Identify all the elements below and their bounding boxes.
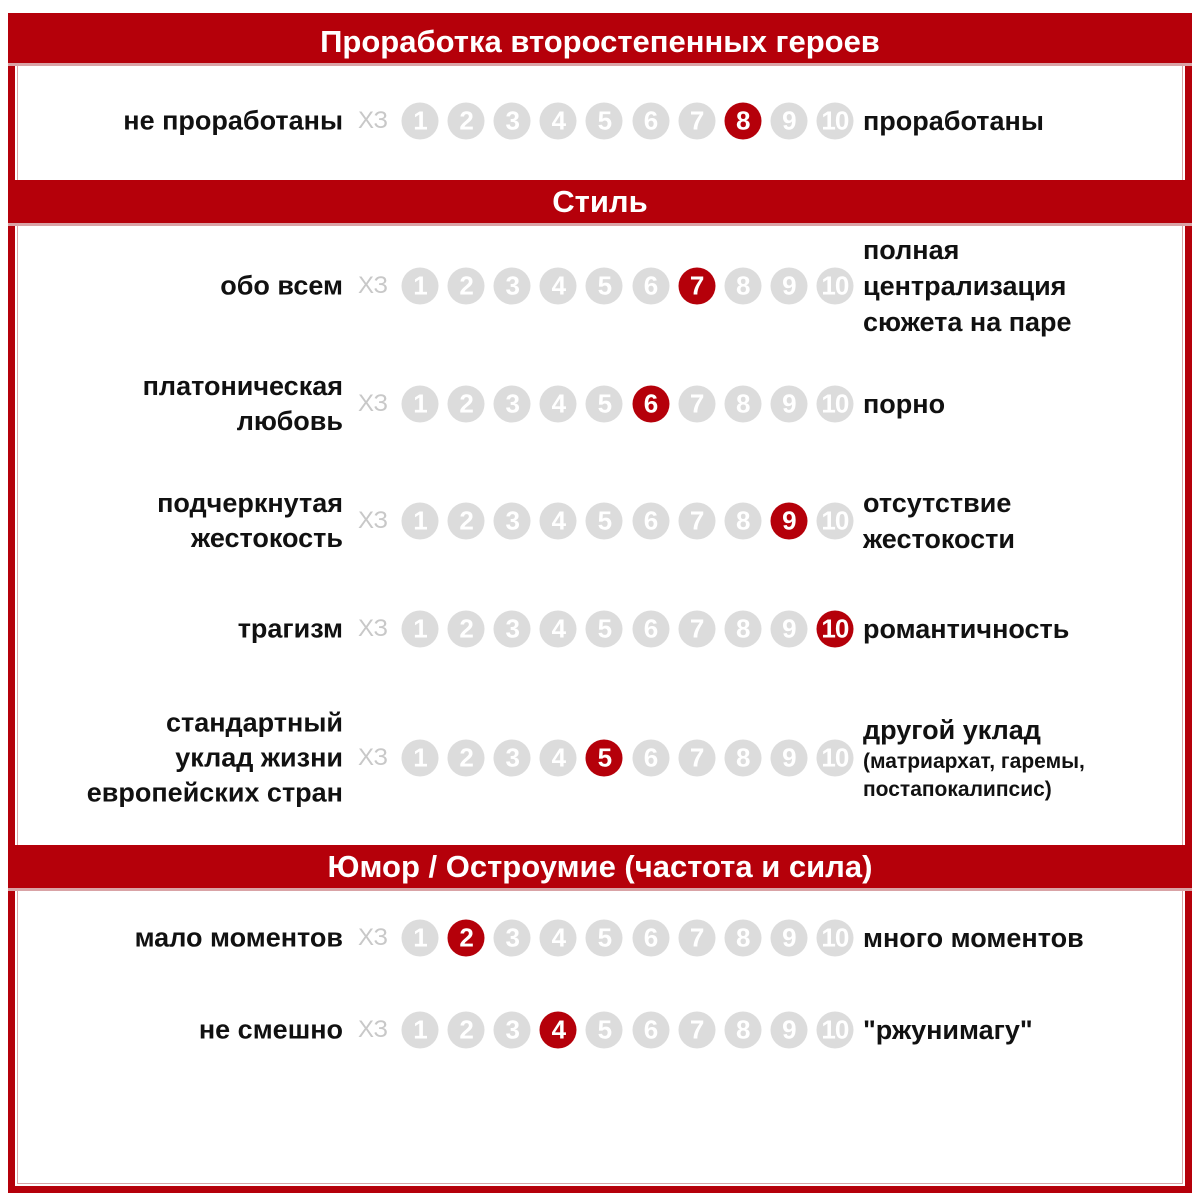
rating-circle[interactable]: 4 bbox=[540, 920, 577, 957]
rating-circle[interactable]: 7 bbox=[678, 503, 715, 540]
rating-circle[interactable]: 7 bbox=[678, 611, 715, 648]
rating-circle[interactable]: 10 bbox=[816, 740, 853, 777]
left-label: подчеркнутая жестокость bbox=[157, 488, 343, 553]
rating-circle[interactable]: 10 bbox=[816, 920, 853, 957]
rating-circle[interactable]: 7 bbox=[678, 920, 715, 957]
right-label bbox=[863, 712, 1085, 804]
rating-circle[interactable]: 1 bbox=[402, 386, 439, 423]
rating-circle[interactable]: 10 bbox=[816, 503, 853, 540]
right-label-main: "ржунимагу" bbox=[863, 1015, 1033, 1045]
xz-marker[interactable]: ХЗ bbox=[358, 107, 388, 134]
section-header-humor: Юмор / Остроумие (частота и сила) bbox=[8, 845, 1192, 888]
rating-circle[interactable]: 2 bbox=[448, 103, 485, 140]
right-label bbox=[863, 611, 1069, 647]
rating-circle[interactable]: 8 bbox=[724, 1012, 761, 1049]
rating-circle[interactable]: 10 bbox=[816, 386, 853, 423]
right-label bbox=[863, 386, 945, 422]
section-header-style: Стиль bbox=[8, 180, 1192, 223]
rating-row-love bbox=[0, 371, 1200, 436]
rating-circle[interactable]: 8 bbox=[724, 386, 761, 423]
rating-circle[interactable]: 8 bbox=[724, 611, 761, 648]
rating-circle[interactable]: 2 bbox=[448, 740, 485, 777]
right-label-note: (матриархат, гаремы, постапокалипсис) bbox=[863, 750, 1085, 801]
rating-circle[interactable]: 4 bbox=[540, 740, 577, 777]
rating-circle[interactable]: 9 bbox=[770, 740, 807, 777]
right-label-main: много моментов bbox=[863, 923, 1084, 953]
rating-circle[interactable]: 5 bbox=[586, 386, 623, 423]
rating-circle[interactable]: 2 bbox=[448, 503, 485, 540]
rating-circle[interactable]: 10 bbox=[816, 103, 853, 140]
rating-circle-selected[interactable]: 4 bbox=[540, 1012, 577, 1049]
rating-row-focus bbox=[0, 235, 1200, 337]
rating-circle[interactable]: 4 bbox=[540, 268, 577, 305]
rating-circle[interactable]: 9 bbox=[770, 386, 807, 423]
rating-circle[interactable]: 3 bbox=[494, 1012, 531, 1049]
rating-circle[interactable]: 9 bbox=[770, 611, 807, 648]
left-label: трагизм bbox=[237, 613, 343, 644]
rating-circle[interactable]: 5 bbox=[586, 268, 623, 305]
left-label: не проработаны bbox=[123, 105, 343, 136]
rating-circle[interactable]: 4 bbox=[540, 386, 577, 423]
rating-circle[interactable]: 7 bbox=[678, 740, 715, 777]
rating-circle[interactable]: 4 bbox=[540, 103, 577, 140]
rating-circle[interactable]: 3 bbox=[494, 103, 531, 140]
rating-circle[interactable]: 1 bbox=[402, 611, 439, 648]
rating-circle[interactable]: 6 bbox=[632, 1012, 669, 1049]
rating-circle[interactable]: 8 bbox=[724, 268, 761, 305]
right-label bbox=[863, 103, 1044, 139]
rating-circle[interactable]: 1 bbox=[402, 103, 439, 140]
rating-circle[interactable]: 3 bbox=[494, 503, 531, 540]
left-label: обо всем bbox=[220, 270, 343, 301]
rating-circle[interactable]: 9 bbox=[770, 1012, 807, 1049]
xz-marker[interactable]: ХЗ bbox=[358, 1016, 388, 1043]
rating-circle-selected[interactable]: 2 bbox=[448, 920, 485, 957]
rating-row-humor-strength bbox=[0, 1014, 1200, 1045]
rating-row-tragedy bbox=[0, 613, 1200, 644]
rating-circle[interactable]: 3 bbox=[494, 268, 531, 305]
rating-circle[interactable]: 3 bbox=[494, 611, 531, 648]
rating-circle[interactable]: 3 bbox=[494, 740, 531, 777]
rating-circle[interactable]: 4 bbox=[540, 503, 577, 540]
right-label-main: порно bbox=[863, 389, 946, 419]
rating-circle[interactable]: 6 bbox=[632, 740, 669, 777]
rating-circle[interactable]: 7 bbox=[678, 103, 715, 140]
left-label: не смешно bbox=[198, 1014, 343, 1045]
xz-marker[interactable]: ХЗ bbox=[358, 744, 388, 771]
rating-row-violence bbox=[0, 488, 1200, 554]
rating-circle-selected[interactable]: 9 bbox=[770, 503, 807, 540]
left-label: платоническая любовь bbox=[142, 371, 343, 436]
left-label: мало моментов bbox=[134, 922, 343, 953]
rating-circle[interactable]: 8 bbox=[724, 740, 761, 777]
rating-circle[interactable]: 4 bbox=[540, 611, 577, 648]
right-label bbox=[863, 485, 1015, 557]
right-label-main: романтичность bbox=[863, 614, 1070, 644]
rating-circle-selected[interactable]: 5 bbox=[586, 740, 623, 777]
right-label-main: полная централизация сюжета на паре bbox=[863, 235, 1072, 337]
rating-circle-selected[interactable]: 6 bbox=[632, 386, 669, 423]
rating-circle[interactable]: 6 bbox=[632, 920, 669, 957]
rating-circle[interactable]: 1 bbox=[402, 268, 439, 305]
rating-circle[interactable]: 6 bbox=[632, 103, 669, 140]
rating-circle[interactable]: 9 bbox=[770, 268, 807, 305]
rating-row-way-of-life bbox=[0, 707, 1200, 808]
rating-circle[interactable]: 2 bbox=[448, 386, 485, 423]
rating-circle[interactable]: 1 bbox=[402, 503, 439, 540]
rating-circle[interactable]: 2 bbox=[448, 1012, 485, 1049]
xz-marker[interactable]: ХЗ bbox=[358, 615, 388, 642]
xz-marker[interactable]: ХЗ bbox=[358, 924, 388, 951]
right-label-main: отсутствие жестокости bbox=[863, 488, 1015, 554]
rating-circle-selected[interactable]: 7 bbox=[678, 268, 715, 305]
rating-circle[interactable]: 1 bbox=[402, 920, 439, 957]
right-label-main: проработаны bbox=[863, 106, 1044, 136]
rating-circle[interactable]: 8 bbox=[724, 920, 761, 957]
rating-circle[interactable]: 5 bbox=[586, 611, 623, 648]
rating-circle[interactable]: 2 bbox=[448, 611, 485, 648]
rating-circle[interactable]: 9 bbox=[770, 103, 807, 140]
rating-circle[interactable]: 10 bbox=[816, 268, 853, 305]
right-label bbox=[863, 920, 1084, 956]
rating-circle[interactable]: 5 bbox=[586, 920, 623, 957]
rating-row-secondary-heroes bbox=[0, 105, 1200, 136]
xz-marker[interactable]: ХЗ bbox=[358, 390, 388, 417]
rating-circle[interactable]: 6 bbox=[632, 268, 669, 305]
rating-circle[interactable]: 1 bbox=[402, 740, 439, 777]
right-label-main: другой уклад bbox=[863, 715, 1041, 745]
rating-circle[interactable]: 7 bbox=[678, 386, 715, 423]
rating-circle-selected[interactable]: 10 bbox=[816, 611, 853, 648]
rating-circle[interactable]: 3 bbox=[494, 920, 531, 957]
rating-circle[interactable]: 5 bbox=[586, 103, 623, 140]
rating-circle[interactable]: 3 bbox=[494, 386, 531, 423]
rating-circle[interactable]: 5 bbox=[586, 503, 623, 540]
xz-marker[interactable]: ХЗ bbox=[358, 272, 388, 299]
rating-circle[interactable]: 9 bbox=[770, 920, 807, 957]
right-label bbox=[863, 232, 1072, 340]
left-label: стандартный уклад жизни европейских стран bbox=[86, 707, 343, 808]
rating-circle[interactable]: 2 bbox=[448, 268, 485, 305]
section-header-secondary-heroes: Проработка второстепенных героев bbox=[8, 20, 1192, 63]
rating-circle[interactable]: 7 bbox=[678, 1012, 715, 1049]
rating-circle[interactable]: 6 bbox=[632, 503, 669, 540]
rating-circle[interactable]: 8 bbox=[724, 503, 761, 540]
rating-circle[interactable]: 6 bbox=[632, 611, 669, 648]
rating-circle-selected[interactable]: 8 bbox=[724, 103, 761, 140]
right-label bbox=[863, 1012, 1033, 1048]
xz-marker[interactable]: ХЗ bbox=[358, 507, 388, 534]
rating-circle[interactable]: 10 bbox=[816, 1012, 853, 1049]
rating-circle[interactable]: 5 bbox=[586, 1012, 623, 1049]
rating-row-humor-frequency bbox=[0, 922, 1200, 953]
rating-circle[interactable]: 1 bbox=[402, 1012, 439, 1049]
